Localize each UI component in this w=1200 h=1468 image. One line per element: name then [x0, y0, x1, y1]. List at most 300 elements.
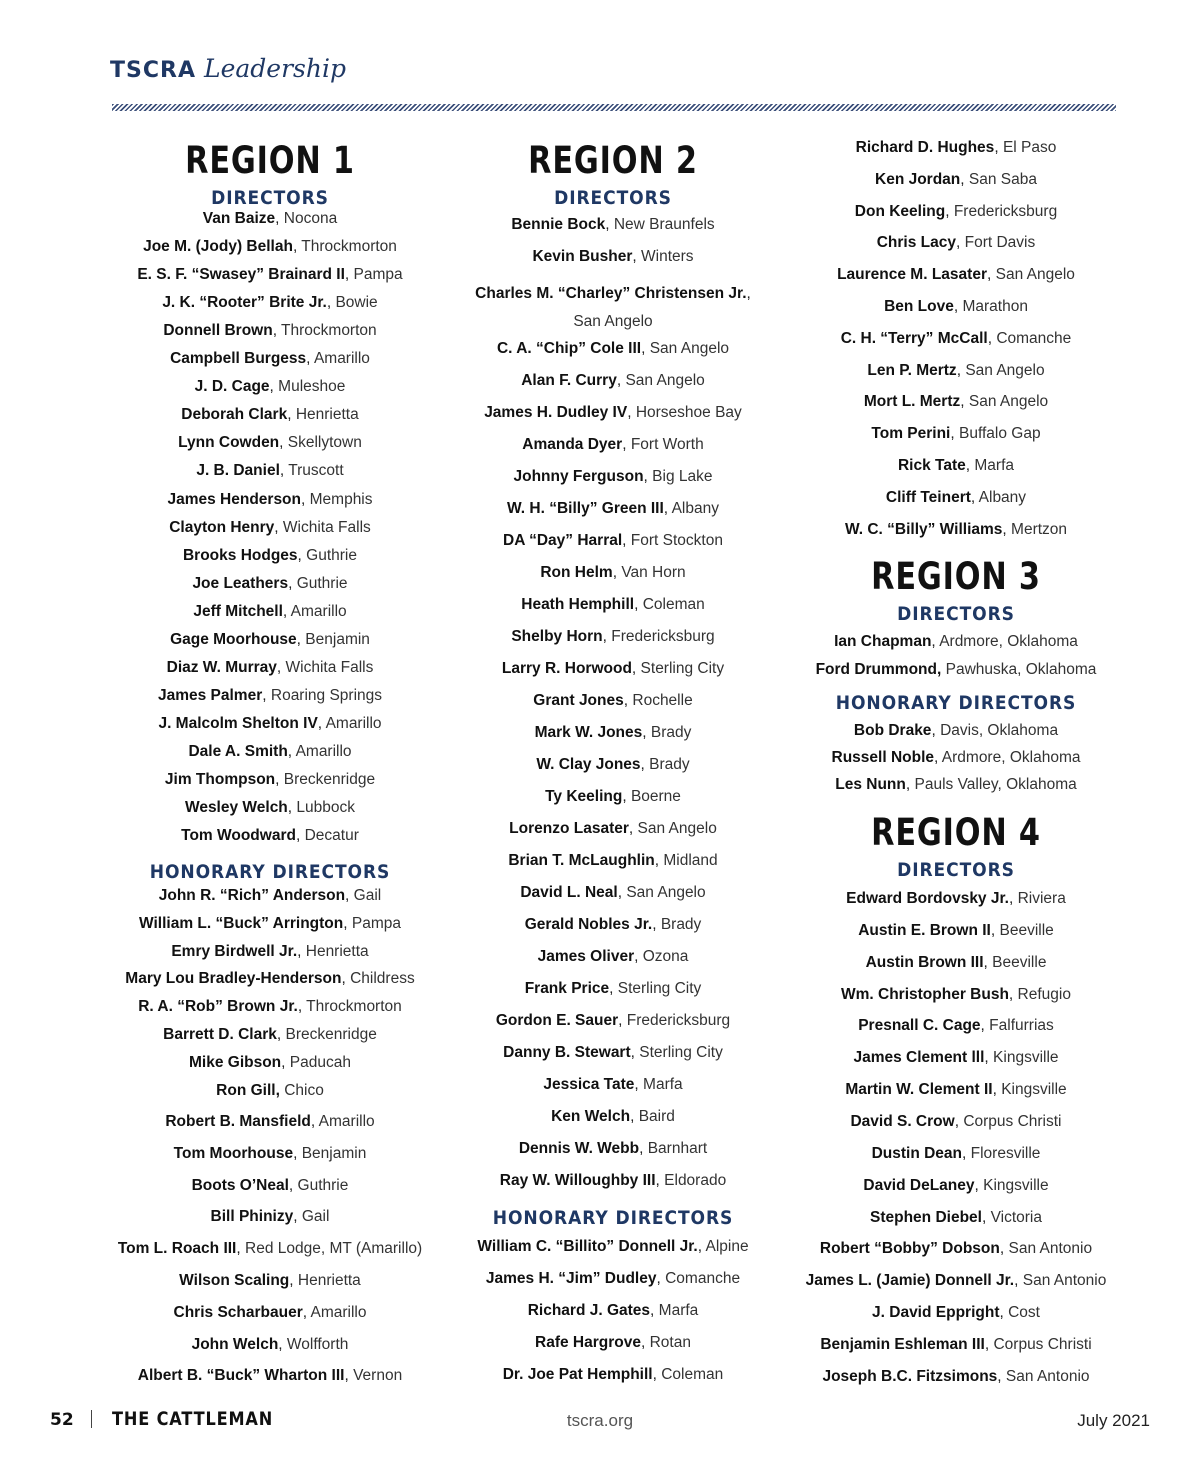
- director-name: W. C. “Billy” Williams: [844, 520, 1003, 538]
- director-name: Diaz W. Murray: [166, 658, 277, 676]
- director-name: Wilson Scaling: [179, 1272, 290, 1289]
- director-location: Comanche: [665, 1270, 741, 1287]
- director-entry: Danny B. Stewart, Sterling City: [503, 1044, 723, 1061]
- director-entry: C. H. “Terry” McCall, Comanche: [840, 329, 1072, 347]
- director-name: Les Nunn: [835, 776, 906, 793]
- director-name: Joe Leathers: [192, 574, 289, 592]
- director-name: James L. (Jamie) Donnell Jr.: [805, 1272, 1015, 1290]
- director-entry: W. Clay Jones, Brady: [536, 756, 690, 773]
- director-location: Corpus Christi: [963, 1112, 1062, 1130]
- director-entry: Albert B. “Buck” Wharton III, Vernon: [137, 1367, 403, 1385]
- director-name: Ron Gill,: [216, 1081, 280, 1099]
- director-entry: Lorenzo Lasater, San Angelo: [509, 820, 717, 837]
- director-name: Dale A. Smith: [188, 742, 288, 760]
- director-location: Eldorado: [664, 1172, 727, 1189]
- director-name: James Henderson: [167, 490, 301, 508]
- director-entry: Barrett D. Clark, Breckenridge: [163, 1026, 377, 1043]
- director-location: San Angelo: [626, 884, 706, 901]
- director-name: Barrett D. Clark: [163, 1026, 277, 1043]
- director-name: James H. “Jim” Dudley: [485, 1270, 657, 1287]
- director-entry: Stephen Diebel, Victoria: [870, 1208, 1042, 1226]
- director-entry: Tom Perini, Buffalo Gap: [871, 425, 1041, 443]
- director-location: San Angelo: [637, 820, 717, 837]
- director-name: Ron Helm: [540, 564, 613, 581]
- director-location: Memphis: [309, 490, 373, 508]
- director-name: Ben Love: [884, 298, 954, 315]
- director-entry: W. H. “Billy” Green III, Albany: [507, 500, 719, 517]
- director-name: Wm. Christopher Bush: [841, 985, 1009, 1003]
- director-entry: Deborah Clark, Henrietta: [181, 406, 359, 424]
- director-entry: Campbell Burgess, Amarillo: [170, 350, 370, 368]
- header-rule: [112, 104, 1116, 111]
- section-heading: DIRECTORS: [211, 187, 329, 209]
- director-entry: Jessica Tate, Marfa: [543, 1076, 683, 1093]
- director-entry: Dr. Joe Pat Hemphill, Coleman: [502, 1366, 724, 1383]
- director-location: Paducah: [289, 1053, 351, 1071]
- director-entry: Larry R. Horwood, Sterling City: [501, 660, 725, 677]
- director-location: Marathon: [962, 298, 1028, 315]
- director-entry: DA “Day” Harral, Fort Stockton: [503, 532, 723, 549]
- director-location: Amarillo: [325, 714, 382, 732]
- director-location: Fort Stockton: [630, 532, 723, 549]
- director-location: Refugio: [1017, 985, 1071, 1003]
- director-name: Dr. Joe Pat Hemphill: [502, 1366, 653, 1383]
- director-entry: Diaz W. Murray, Wichita Falls: [166, 658, 374, 676]
- director-name: Mort L. Mertz: [863, 393, 961, 411]
- director-entry: R. A. “Rob” Brown Jr., Throckmorton: [138, 998, 402, 1016]
- director-location: Lubbock: [296, 799, 356, 817]
- director-location: Falfurrias: [989, 1017, 1054, 1035]
- director-location: Fredericksburg: [611, 628, 715, 645]
- director-name: Brian T. McLaughlin: [508, 852, 655, 869]
- director-location: San Antonio: [1022, 1272, 1107, 1290]
- director-name: J. David Eppright: [872, 1304, 1000, 1322]
- section-heading: DIRECTORS: [897, 603, 1015, 625]
- page-number: 52: [50, 1410, 74, 1430]
- director-location: Rochelle: [632, 692, 693, 709]
- director-location: Decatur: [304, 827, 359, 845]
- section-heading: HONORARY DIRECTORS: [835, 692, 1077, 714]
- director-entry: Joe M. (Jody) Bellah, Throckmorton: [143, 238, 397, 256]
- header-section-title: Leadership: [203, 54, 346, 83]
- director-name: Presnall C. Cage: [858, 1017, 981, 1035]
- director-location: Red Lodge, MT (Amarillo): [245, 1240, 423, 1258]
- director-location: Brady: [650, 724, 692, 741]
- director-entry: C. A. “Chip” Cole III, San Angelo: [496, 340, 730, 357]
- director-name: Russell Noble: [831, 749, 935, 766]
- director-entry: Edward Bordovsky Jr., Riviera: [846, 890, 1066, 907]
- director-name: Len P. Mertz: [867, 361, 957, 379]
- director-location: Kingsville: [983, 1176, 1049, 1194]
- director-location: Beeville: [992, 953, 1047, 971]
- director-location: Chico: [284, 1081, 324, 1099]
- director-location: Pauls Valley, Oklahoma: [914, 776, 1077, 793]
- director-entry: Johnny Ferguson, Big Lake: [513, 468, 713, 485]
- director-name: Tom Perini: [871, 425, 951, 443]
- director-name: Larry R. Horwood: [501, 660, 632, 677]
- header-brand: TSCRA: [110, 58, 196, 83]
- director-name: Dennis W. Webb: [518, 1140, 640, 1157]
- director-name: Wesley Welch: [184, 799, 288, 817]
- director-name: Robert B. Mansfield: [165, 1113, 311, 1130]
- director-name: Gage Moorhouse: [170, 630, 297, 648]
- director-name: Laurence M. Lasater: [837, 266, 987, 284]
- director-location: Henrietta: [295, 406, 359, 424]
- director-name: Kevin Busher: [532, 248, 633, 265]
- director-location: Henrietta: [297, 1272, 361, 1289]
- director-entry: Presnall C. Cage, Falfurrias: [858, 1017, 1054, 1035]
- director-entry: Brian T. McLaughlin, Midland: [508, 852, 718, 869]
- director-name: Benjamin Eshleman III: [820, 1335, 985, 1353]
- section-heading: DIRECTORS: [897, 859, 1015, 881]
- director-name: Lorenzo Lasater: [509, 820, 629, 837]
- director-entry: Mort L. Mertz, San Angelo: [863, 393, 1049, 411]
- director-location: Nocona: [283, 210, 338, 227]
- director-entry: Grant Jones, Rochelle: [533, 692, 693, 709]
- footer-divider: [91, 1410, 92, 1428]
- director-location: Guthrie: [297, 1176, 349, 1194]
- director-entry: Bennie Bock, New Braunfels: [511, 216, 715, 233]
- director-name: James Oliver: [537, 948, 635, 965]
- director-location: Bowie: [335, 294, 378, 312]
- director-entry: David DeLaney, Kingsville: [863, 1176, 1049, 1194]
- director-name: Boots O’Neal: [191, 1176, 289, 1194]
- director-entry: Wm. Christopher Bush, Refugio: [841, 985, 1071, 1003]
- director-location: Fort Worth: [630, 436, 704, 453]
- director-entry: Gordon E. Sauer, Fredericksburg: [495, 1012, 731, 1029]
- director-name: Jessica Tate: [543, 1076, 635, 1093]
- director-location: Gail: [301, 1208, 330, 1226]
- director-name: Bill Phinizy: [210, 1208, 294, 1226]
- director-location: Throckmorton: [281, 322, 377, 340]
- director-name: Grant Jones: [533, 692, 624, 709]
- director-location: Benjamin: [305, 630, 370, 648]
- director-name: Tom Woodward: [181, 827, 296, 845]
- director-name: C. H. “Terry” McCall: [840, 329, 988, 347]
- director-entry: Tom Moorhouse, Benjamin: [173, 1144, 367, 1162]
- director-location: Guthrie: [296, 574, 348, 592]
- director-name: Brooks Hodges: [182, 546, 298, 564]
- director-location: Ozona: [642, 948, 689, 965]
- director-name: Joe M. (Jody) Bellah: [143, 238, 293, 256]
- director-name: Van Baize: [202, 210, 276, 227]
- director-location: Pawhuska, Oklahoma: [945, 661, 1097, 678]
- director-name: Richard J. Gates: [527, 1302, 651, 1319]
- director-entry: Lynn Cowden, Skellytown: [178, 434, 362, 452]
- director-location: Marfa: [974, 457, 1015, 474]
- director-entry: Chris Scharbauer, Amarillo: [173, 1303, 367, 1321]
- director-location: Truscott: [288, 462, 344, 480]
- director-name: J. Malcolm Shelton IV: [158, 714, 318, 732]
- director-entry: Wilson Scaling, Henrietta: [179, 1272, 361, 1289]
- director-name: Martin W. Clement II: [845, 1081, 993, 1099]
- director-location: Amarillo: [310, 1303, 367, 1321]
- director-location: San Angelo: [995, 266, 1075, 284]
- director-name: James Clement lll: [853, 1049, 985, 1067]
- director-name: J. D. Cage: [194, 378, 270, 396]
- director-location: Coleman: [642, 596, 705, 613]
- director-entry: Clayton Henry, Wichita Falls: [169, 518, 371, 536]
- director-entry: Ian Chapman, Ardmore, Oklahoma: [834, 633, 1078, 650]
- director-name: Gordon E. Sauer: [495, 1012, 619, 1029]
- director-location: Skellytown: [287, 434, 362, 452]
- director-entry: Robert “Bobby” Dobson, San Antonio: [819, 1240, 1093, 1258]
- director-location: Amarillo: [295, 742, 352, 760]
- director-entry: James Clement lll, Kingsville: [853, 1049, 1059, 1067]
- director-location: Wichita Falls: [282, 518, 371, 536]
- director-entry: Brooks Hodges, Guthrie: [182, 546, 358, 564]
- director-name: Heath Hemphill: [521, 596, 635, 613]
- director-name: Danny B. Stewart: [503, 1044, 631, 1061]
- director-location: San Angelo: [965, 361, 1045, 379]
- section-heading: HONORARY DIRECTORS: [492, 1207, 734, 1229]
- director-name: E. S. F. “Swasey” Brainard II: [137, 266, 345, 284]
- director-entry: Tom L. Roach III, Red Lodge, MT (Amarillo): [117, 1240, 423, 1258]
- director-location: San Angelo: [573, 313, 653, 330]
- director-location: Breckenridge: [283, 771, 376, 788]
- director-location: Fort Davis: [964, 234, 1036, 252]
- director-entry: Amanda Dyer, Fort Worth: [522, 436, 704, 453]
- director-name: J. B. Daniel: [196, 462, 280, 480]
- director-entry: [786, 661, 1126, 679]
- page-footer: [0, 1408, 1200, 1438]
- director-name: David S. Crow: [850, 1112, 955, 1130]
- director-entry: Gerald Nobles Jr., Brady: [524, 916, 702, 933]
- director-location: Amarillo: [313, 350, 370, 368]
- director-location: Victoria: [990, 1208, 1042, 1226]
- director-entry: Ken Welch, Baird: [551, 1108, 675, 1125]
- director-name: Shelby Horn: [511, 628, 603, 645]
- director-name: Ty Keeling: [545, 788, 623, 805]
- director-entry: Dennis W. Webb, Barnhart: [518, 1140, 708, 1157]
- region-title: REGION 1: [185, 139, 355, 182]
- director-location: Corpus Christi: [993, 1335, 1092, 1353]
- director-location: Beeville: [999, 921, 1054, 939]
- director-entry: Rafe Hargrove, Rotan: [535, 1334, 691, 1351]
- director-location: Riviera: [1017, 890, 1066, 907]
- director-location: Big Lake: [652, 468, 713, 485]
- director-location: Brady: [660, 916, 702, 933]
- director-entry: Jim Thompson, Breckenridge: [164, 771, 376, 788]
- director-entry: Ron Helm, Van Horn: [540, 564, 686, 581]
- director-name: William L. “Buck” Arrington: [139, 914, 344, 932]
- director-location: Floresville: [970, 1144, 1041, 1162]
- director-location: San Angelo: [649, 340, 730, 357]
- director-location: Throckmorton: [301, 238, 397, 256]
- director-entry: Dale A. Smith, Amarillo: [188, 742, 352, 760]
- director-name: Tom Moorhouse: [173, 1144, 294, 1162]
- director-name: Alan F. Curry: [521, 372, 617, 389]
- director-entry: Ray W. Willoughby III, Eldorado: [499, 1172, 727, 1189]
- director-name: Stephen Diebel: [870, 1208, 982, 1226]
- director-entry: J. D. Cage, Muleshoe: [194, 378, 346, 396]
- director-location: Roaring Springs: [270, 686, 383, 704]
- director-entry: Les Nunn, Pauls Valley, Oklahoma: [835, 776, 1077, 793]
- director-entry: Ken Jordan, San Saba: [875, 170, 1037, 188]
- director-location: Gail: [353, 887, 382, 904]
- director-name: Ken Welch: [551, 1108, 631, 1125]
- director-location: Sterling City: [640, 660, 725, 677]
- director-name: R. A. “Rob” Brown Jr.: [138, 998, 298, 1016]
- director-location: New Braunfels: [613, 216, 715, 233]
- director-location: San Angelo: [968, 393, 1049, 411]
- director-entry: James L. (Jamie) Donnell Jr., San Antonio: [805, 1272, 1107, 1290]
- director-entry: [100, 1082, 440, 1100]
- director-location: Kingsville: [993, 1049, 1059, 1067]
- website-link[interactable]: tscra.org: [566, 1411, 634, 1430]
- director-location: Fredericksburg: [626, 1012, 731, 1029]
- director-location: Kingsville: [1001, 1081, 1067, 1099]
- director-entry: Charles M. “Charley” Christensen Jr., San Angelo: [475, 285, 751, 330]
- director-name: Rick Tate: [897, 457, 966, 474]
- director-entry: Alan F. Curry, San Angelo: [521, 372, 705, 389]
- director-entry: Mike Gibson, Paducah: [189, 1053, 351, 1071]
- director-entry: Laurence M. Lasater, San Angelo: [837, 266, 1075, 284]
- director-location: Sterling City: [617, 980, 702, 997]
- director-entry: Bill Phinizy, Gail: [210, 1208, 330, 1226]
- director-entry: Shelby Horn, Fredericksburg: [511, 628, 715, 645]
- director-entry: J. B. Daniel, Truscott: [196, 462, 344, 480]
- director-location: Amarillo: [318, 1113, 375, 1130]
- director-entry: Boots O’Neal, Guthrie: [191, 1176, 349, 1194]
- director-entry: Tom Woodward, Decatur: [181, 827, 359, 845]
- director-name: Ray W. Willoughby III: [499, 1172, 656, 1189]
- director-entry: Robert B. Mansfield, Amarillo: [165, 1113, 375, 1130]
- director-entry: J. K. “Rooter” Brite Jr., Bowie: [162, 294, 378, 312]
- director-entry: Austin E. Brown II, Beeville: [858, 921, 1054, 939]
- director-entry: Ben Love, Marathon: [884, 298, 1028, 315]
- director-location: Cost: [1008, 1304, 1040, 1322]
- director-location: Davis, Oklahoma: [940, 722, 1059, 739]
- director-name: Robert “Bobby” Dobson: [819, 1240, 1000, 1258]
- director-name: Edward Bordovsky Jr.: [846, 890, 1009, 907]
- director-entry: J. David Eppright, Cost: [872, 1304, 1040, 1322]
- director-name: Mike Gibson: [189, 1053, 282, 1071]
- director-entry: Rick Tate, Marfa: [897, 457, 1015, 474]
- director-location: Horseshoe Bay: [635, 404, 742, 421]
- director-location: Marfa: [658, 1302, 699, 1319]
- director-name: David DeLaney: [863, 1176, 975, 1194]
- director-location: Brady: [649, 756, 690, 773]
- director-entry: Frank Price, Sterling City: [524, 980, 702, 997]
- director-location: Midland: [663, 852, 718, 869]
- director-name: Bennie Bock: [511, 216, 606, 233]
- director-entry: Ty Keeling, Boerne: [545, 788, 681, 805]
- director-location: Buffalo Gap: [958, 425, 1041, 443]
- director-name: Donnell Brown: [163, 322, 273, 340]
- director-location: Albany: [978, 488, 1027, 506]
- director-location: Van Horn: [621, 564, 686, 581]
- director-location: Marfa: [643, 1076, 683, 1093]
- director-location: San Saba: [968, 170, 1037, 188]
- region-title: REGION 2: [528, 139, 698, 182]
- director-entry: Heath Hemphill, Coleman: [521, 596, 705, 613]
- director-entry: Russell Noble, Ardmore, Oklahoma: [831, 749, 1081, 766]
- director-entry: David L. Neal, San Angelo: [520, 884, 706, 901]
- director-entry: Gage Moorhouse, Benjamin: [170, 630, 370, 648]
- director-name: Campbell Burgess: [170, 350, 307, 368]
- director-entry: Wesley Welch, Lubbock: [184, 799, 356, 817]
- director-name: Johnny Ferguson: [513, 468, 644, 485]
- director-location: San Antonio: [1008, 1240, 1093, 1258]
- director-name: C. A. “Chip” Cole III: [496, 340, 642, 357]
- director-location: Baird: [638, 1108, 675, 1125]
- director-entry: Martin W. Clement II, Kingsville: [845, 1081, 1067, 1099]
- director-location: San Antonio: [1005, 1367, 1090, 1385]
- director-location: Pampa: [351, 914, 401, 932]
- director-name: Lynn Cowden: [178, 434, 280, 452]
- director-location: San Angelo: [625, 372, 705, 389]
- director-location: Muleshoe: [278, 378, 346, 396]
- director-location: Albany: [671, 500, 719, 517]
- director-location: Barnhart: [647, 1140, 708, 1157]
- director-location: Fredericksburg: [953, 202, 1058, 220]
- director-entry: J. Malcolm Shelton IV, Amarillo: [158, 714, 382, 732]
- director-entry: Joe Leathers, Guthrie: [192, 574, 348, 592]
- director-name: Clayton Henry: [169, 518, 275, 536]
- director-entry: James Oliver, Ozona: [537, 948, 689, 965]
- director-location: Childress: [350, 970, 415, 988]
- director-entry: W. C. “Billy” Williams, Mertzon: [844, 520, 1068, 538]
- director-name: Frank Price: [524, 980, 610, 997]
- director-entry: James H. Dudley IV, Horseshoe Bay: [484, 404, 742, 421]
- director-location: Wichita Falls: [285, 658, 374, 676]
- director-name: Ford Drummond,: [815, 661, 942, 678]
- director-name: Austin Brown III: [865, 953, 984, 971]
- director-location: Breckenridge: [285, 1026, 377, 1043]
- director-name: Mary Lou Bradley-Henderson: [125, 970, 342, 988]
- director-location: Mertzon: [1011, 520, 1068, 538]
- director-location: Ardmore, Oklahoma: [941, 749, 1081, 766]
- section-heading: HONORARY DIRECTORS: [149, 861, 391, 883]
- director-entry: James Henderson, Memphis: [167, 490, 373, 508]
- director-location: Alpine: [705, 1238, 749, 1255]
- director-location: Rotan: [649, 1334, 691, 1351]
- director-entry: John Welch, Wolfforth: [191, 1335, 349, 1353]
- director-entry: Richard J. Gates, Marfa: [527, 1302, 699, 1319]
- director-entry: E. S. F. “Swasey” Brainard II, Pampa: [137, 266, 403, 284]
- director-location: Winters: [641, 248, 694, 265]
- director-name: Emry Birdwell Jr.: [171, 942, 298, 960]
- director-location: Ardmore, Oklahoma: [939, 633, 1078, 650]
- director-location: Sterling City: [639, 1044, 723, 1061]
- director-entry: William L. “Buck” Arrington, Pampa: [139, 914, 401, 932]
- director-entry: James H. “Jim” Dudley, Comanche: [485, 1270, 741, 1287]
- director-entry: Kevin Busher, Winters: [532, 248, 694, 265]
- director-entry: Jeff Mitchell, Amarillo: [193, 602, 347, 620]
- director-location: Coleman: [661, 1366, 724, 1383]
- director-entry: Mary Lou Bradley-Henderson, Childress: [125, 970, 415, 988]
- director-name: Cliff Teinert: [885, 488, 971, 506]
- director-location: Henrietta: [305, 942, 369, 960]
- director-name: Don Keeling: [854, 202, 946, 220]
- director-name: Dustin Dean: [871, 1144, 963, 1162]
- director-entry: Bob Drake, Davis, Oklahoma: [853, 722, 1059, 739]
- director-entry: Cliff Teinert, Albany: [885, 488, 1027, 506]
- director-location: Comanche: [996, 329, 1072, 347]
- director-location: Pampa: [353, 266, 403, 284]
- director-name: Albert B. “Buck” Wharton III: [137, 1367, 345, 1385]
- director-entry: James Palmer, Roaring Springs: [157, 686, 383, 704]
- director-name: Amanda Dyer: [522, 436, 623, 453]
- director-name: Richard D. Hughes: [855, 139, 995, 156]
- director-name: DA “Day” Harral: [503, 532, 623, 549]
- director-entry: Don Keeling, Fredericksburg: [854, 202, 1058, 220]
- director-location: Vernon: [353, 1367, 403, 1385]
- director-name: Gerald Nobles Jr.: [524, 916, 653, 933]
- director-entry: Richard D. Hughes, El Paso: [855, 139, 1057, 156]
- director-location: Amarillo: [290, 602, 347, 620]
